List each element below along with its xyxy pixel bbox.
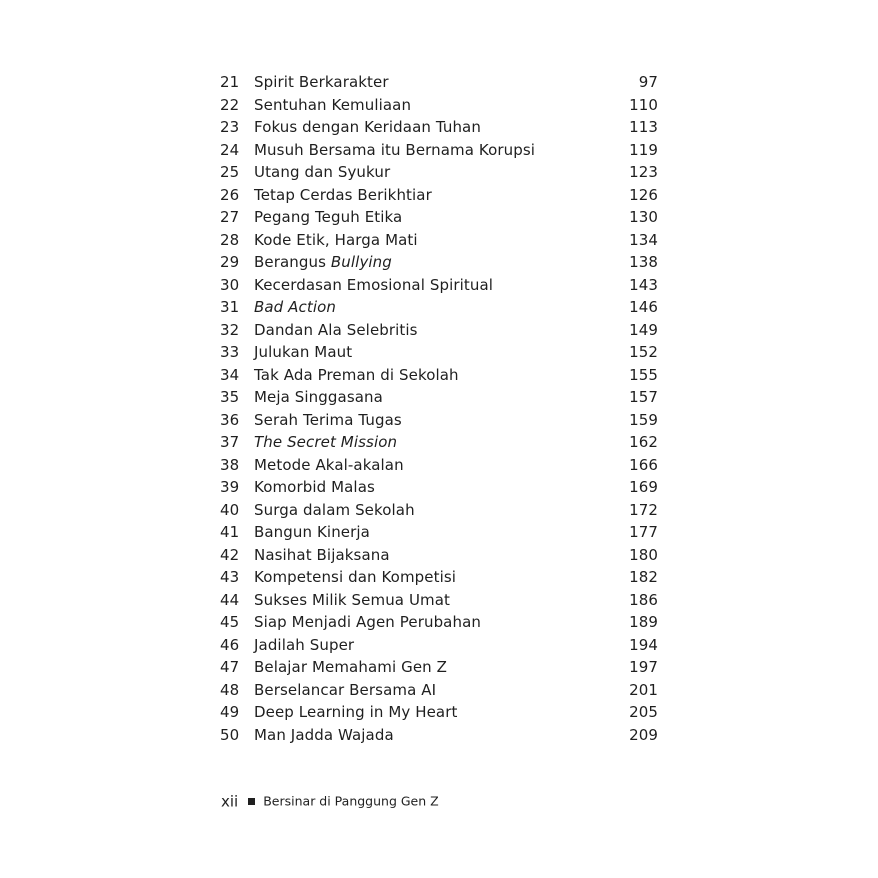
- toc-entry-number: 29: [220, 253, 240, 271]
- toc-entry-title: Siap Menjadi Agen Perubahan: [254, 613, 481, 631]
- toc-entry-number: 38: [220, 455, 240, 474]
- toc-entry: [220, 566, 658, 589]
- toc-entry-title: Surga dalam Sekolah: [254, 500, 415, 519]
- toc-entry: [220, 206, 658, 229]
- toc-entry-title: Dandan Ala Selebritis: [254, 320, 418, 339]
- toc-entry-page: 113: [629, 118, 658, 136]
- running-title: Bersinar di Panggung Gen Z: [263, 793, 439, 809]
- toc-entry-page: 130: [629, 208, 658, 226]
- toc-entry: [220, 116, 658, 139]
- toc-entry-page: 126: [629, 185, 658, 204]
- toc-entry-page: 180: [629, 545, 658, 564]
- toc-entry-title: Fokus dengan Keridaan Tuhan: [254, 118, 481, 136]
- toc-entry-title: Sentuhan Kemuliaan: [254, 95, 412, 114]
- toc-entry-number: 40: [220, 500, 240, 519]
- toc-entry: [220, 251, 658, 274]
- toc-entry: [220, 701, 658, 724]
- toc-entry-number: 37: [220, 433, 240, 451]
- toc-entry-number: 26: [220, 185, 240, 204]
- toc-entry: [220, 589, 658, 612]
- page-footer: [221, 790, 439, 812]
- toc-entry-page: 177: [629, 523, 658, 541]
- toc-entry: [220, 229, 658, 252]
- toc-entry-number: 48: [220, 680, 240, 699]
- toc-entry: [220, 454, 658, 477]
- toc-entry-title: Pegang Teguh Etika: [254, 208, 403, 226]
- toc-entry-page: 159: [629, 410, 658, 429]
- toc-entry: [220, 94, 658, 117]
- toc-entry: [220, 499, 658, 522]
- toc-entry: [220, 296, 658, 319]
- toc-entry-number: 24: [220, 140, 240, 159]
- toc-entry-number: 39: [220, 478, 240, 496]
- toc-entry-page: 182: [629, 568, 658, 586]
- toc-entry-title: Deep Learning in My Heart: [254, 703, 458, 721]
- toc-entry-number: 36: [220, 410, 240, 429]
- toc-entry-page: 194: [629, 635, 658, 654]
- toc-entry-title: Musuh Bersama itu Bernama Korupsi: [254, 140, 536, 159]
- toc-entry-page: 155: [629, 365, 658, 384]
- toc-entry-title: Serah Terima Tugas: [254, 410, 402, 429]
- toc-entry: [220, 634, 658, 657]
- toc-entry: [220, 274, 658, 297]
- toc-entry-number: 30: [220, 275, 240, 294]
- toc-entry-number: 44: [220, 590, 240, 609]
- toc-entry: [220, 139, 658, 162]
- toc-entry-title: Nasihat Bijaksana: [254, 545, 390, 564]
- toc-entry: [220, 386, 658, 409]
- toc-entry-page: 119: [629, 140, 658, 159]
- toc-entry-title: Tak Ada Preman di Sekolah: [254, 365, 459, 384]
- toc-entry-title-text: Berangus: [254, 253, 331, 271]
- toc-entry-page: 162: [629, 433, 658, 451]
- toc-entry-number: 25: [220, 163, 240, 181]
- toc-entry-title: The Secret Mission: [254, 433, 398, 451]
- toc-entry: [220, 341, 658, 364]
- toc-entry-title: Kecerdasan Emosional Spiritual: [254, 275, 494, 294]
- toc-entry-number: 33: [220, 343, 240, 361]
- toc-entry: [220, 161, 658, 184]
- toc-entry-number: 45: [220, 613, 240, 631]
- toc-entry-title: [254, 251, 392, 274]
- toc-entry-page: 209: [629, 725, 658, 744]
- toc-entry-number: 46: [220, 635, 240, 654]
- toc-entry-page: 189: [629, 613, 658, 631]
- toc-entry: [220, 679, 658, 702]
- toc-entry: [220, 431, 658, 454]
- toc-entry-number: 41: [220, 523, 240, 541]
- toc-entry-number: 27: [220, 208, 240, 226]
- toc-entry-number: 50: [220, 725, 240, 744]
- toc-entry-page: 143: [629, 275, 658, 294]
- toc-entry-page: 123: [629, 163, 658, 181]
- toc-entry-page: 169: [629, 478, 658, 496]
- toc-entry-page: 197: [629, 658, 658, 676]
- toc-entry-number: 31: [220, 298, 240, 316]
- toc-entry-page: 138: [629, 253, 658, 271]
- toc-entry-title: Jadilah Super: [254, 635, 355, 654]
- toc-entry-number: 42: [220, 545, 240, 564]
- toc-entry-title: Julukan Maut: [254, 343, 353, 361]
- toc-entry-title-italic: Bullying: [330, 253, 392, 271]
- toc-entry-page: 166: [629, 455, 658, 474]
- toc-entry-title: Utang dan Syukur: [254, 163, 391, 181]
- toc-entry-page: 110: [629, 95, 658, 114]
- toc-entry-number: 34: [220, 365, 240, 384]
- toc-entry-number: 43: [220, 568, 240, 586]
- toc-entry-page: 149: [629, 320, 658, 339]
- toc-entry: [220, 409, 658, 432]
- toc-entry-page: 152: [629, 343, 658, 361]
- toc-entry-page: 201: [629, 680, 658, 699]
- toc-entry-title: Kompetensi dan Kompetisi: [254, 568, 457, 586]
- toc-entry-title: Komorbid Malas: [254, 478, 375, 496]
- toc-entry: [220, 364, 658, 387]
- toc-entry-title: Kode Etik, Harga Mati: [254, 230, 418, 249]
- toc-entry-title: Belajar Memahami Gen Z: [254, 658, 447, 676]
- toc-entry-title: Berselancar Bersama AI: [254, 680, 437, 699]
- toc-entry-number: 22: [220, 95, 240, 114]
- toc-entry: [220, 476, 658, 499]
- toc-entry-number: 28: [220, 230, 240, 249]
- toc-entry-title: Tetap Cerdas Berikhtiar: [254, 185, 432, 204]
- toc-entry-title: Bangun Kinerja: [254, 523, 370, 541]
- toc-entry-page: 172: [629, 500, 658, 519]
- toc-entry-page: 146: [629, 298, 658, 316]
- table-of-contents: [220, 71, 658, 746]
- toc-entry: [220, 521, 658, 544]
- toc-entry-page: 97: [638, 73, 658, 91]
- toc-entry-number: 21: [220, 73, 240, 91]
- toc-entry: [220, 656, 658, 679]
- toc-entry-title: Spirit Berkarakter: [254, 73, 389, 91]
- toc-entry-page: 186: [629, 590, 658, 609]
- toc-entry: [220, 724, 658, 747]
- toc-entry-page: 205: [629, 703, 658, 721]
- toc-entry: [220, 319, 658, 342]
- toc-entry: [220, 71, 658, 94]
- toc-entry: [220, 184, 658, 207]
- black-square-icon: [248, 798, 255, 805]
- toc-entry: [220, 544, 658, 567]
- toc-entry-number: 49: [220, 703, 240, 721]
- toc-entry-number: 23: [220, 118, 240, 136]
- toc-entry-page: 134: [629, 230, 658, 249]
- toc-entry-title: Man Jadda Wajada: [254, 725, 394, 744]
- toc-entry-number: 47: [220, 658, 240, 676]
- toc-entry-title: Metode Akal-akalan: [254, 455, 404, 474]
- toc-entry-title: Meja Singgasana: [254, 388, 383, 406]
- page-number: xii: [221, 792, 239, 811]
- toc-entry: [220, 611, 658, 634]
- toc-entry-page: 157: [629, 388, 658, 406]
- toc-entry-title: Bad Action: [254, 298, 337, 316]
- toc-entry-number: 35: [220, 388, 240, 406]
- toc-entry-title: Sukses Milik Semua Umat: [254, 590, 451, 609]
- toc-entry-number: 32: [220, 320, 240, 339]
